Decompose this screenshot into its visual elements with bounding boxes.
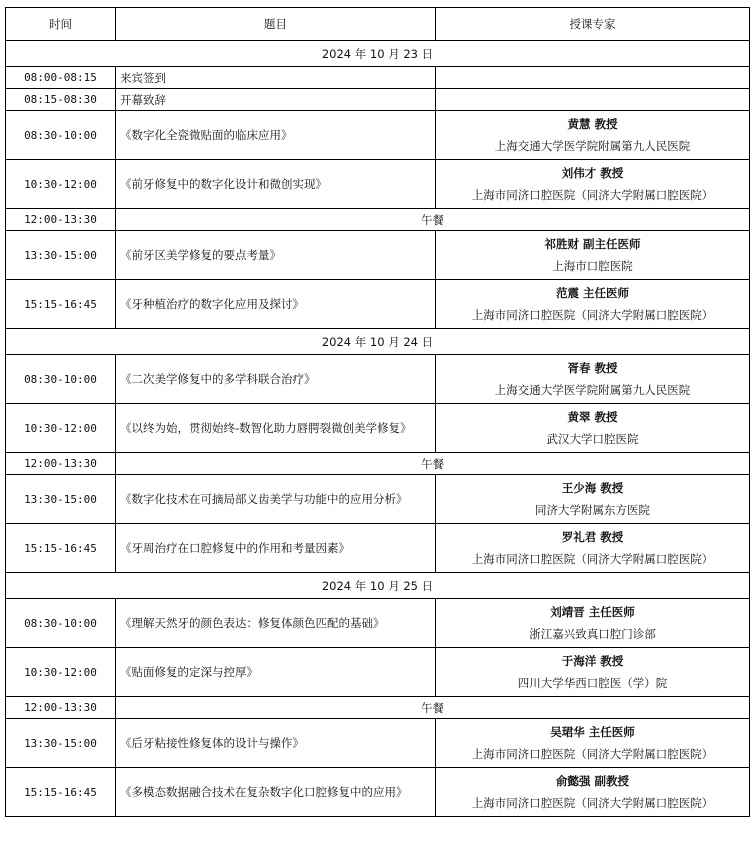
schedule-row <box>6 524 750 573</box>
expert-cell <box>436 89 750 111</box>
date-cell: 2024 年 10 月 24 日 <box>6 329 750 355</box>
lunch-cell: 午餐 <box>116 209 750 231</box>
schedule-row <box>6 599 750 648</box>
expert-institution: 上海市同济口腔医院（同济大学附属口腔医院） <box>471 308 714 322</box>
topic-cell: 《牙种植治疗的数字化应用及探讨》 <box>116 280 436 329</box>
time-cell: 15:15-16:45 <box>6 768 116 817</box>
schedule-row <box>6 719 750 768</box>
time-cell: 08:30-10:00 <box>6 111 116 160</box>
schedule-row <box>6 475 750 524</box>
schedule-row <box>6 89 750 111</box>
topic-cell: 开幕致辞 <box>116 89 436 111</box>
topic-cell: 来宾签到 <box>116 67 436 89</box>
expert-name: 王少海 教授 <box>561 481 624 495</box>
lunch-cell: 午餐 <box>116 453 750 475</box>
time-cell: 10:30-12:00 <box>6 648 116 697</box>
topic-cell: 《前牙区美学修复的要点考量》 <box>116 231 436 280</box>
schedule-row <box>6 404 750 453</box>
expert-cell <box>436 768 750 817</box>
header-row <box>6 8 750 41</box>
expert-name: 罗礼君 教授 <box>561 530 624 544</box>
schedule-row <box>6 355 750 404</box>
time-cell: 08:00-08:15 <box>6 67 116 89</box>
lunch-row <box>6 697 750 719</box>
topic-cell: 《牙周治疗在口腔修复中的作用和考量因素》 <box>116 524 436 573</box>
expert-cell <box>436 599 750 648</box>
expert-cell <box>436 524 750 573</box>
expert-name: 黄慧 教授 <box>567 117 618 131</box>
time-cell: 08:30-10:00 <box>6 599 116 648</box>
expert-institution: 四川大学华西口腔医（学）院 <box>517 676 668 690</box>
expert-name: 祁胜财 副主任医师 <box>544 237 641 251</box>
expert-cell <box>436 355 750 404</box>
schedule-row <box>6 111 750 160</box>
time-cell: 10:30-12:00 <box>6 160 116 209</box>
expert-institution: 武汉大学口腔医院 <box>546 432 639 446</box>
schedule-table <box>5 7 750 817</box>
schedule-row <box>6 768 750 817</box>
lunch-cell: 午餐 <box>116 697 750 719</box>
date-cell: 2024 年 10 月 23 日 <box>6 41 750 67</box>
date-cell: 2024 年 10 月 25 日 <box>6 573 750 599</box>
expert-institution: 同济大学附属东方医院 <box>535 503 650 517</box>
lunch-row <box>6 209 750 231</box>
time-cell: 15:15-16:45 <box>6 280 116 329</box>
time-cell: 12:00-13:30 <box>6 209 116 231</box>
schedule-row <box>6 648 750 697</box>
time-cell: 08:15-08:30 <box>6 89 116 111</box>
expert-institution: 上海市同济口腔医院（同济大学附属口腔医院） <box>471 552 714 566</box>
expert-institution: 上海交通大学医学院附属第九人民医院 <box>494 139 691 153</box>
expert-name: 刘靖晋 主任医师 <box>550 605 635 619</box>
schedule-body <box>6 41 750 817</box>
expert-institution: 上海市同济口腔医院（同济大学附属口腔医院） <box>471 747 714 761</box>
expert-cell <box>436 67 750 89</box>
topic-cell: 《以终为始，贯彻始终-数智化助力唇腭裂微创美学修复》 <box>116 404 436 453</box>
expert-institution: 上海市口腔医院 <box>552 259 633 273</box>
time-cell: 12:00-13:30 <box>6 453 116 475</box>
topic-cell: 《前牙修复中的数字化设计和微创实现》 <box>116 160 436 209</box>
schedule-row <box>6 160 750 209</box>
expert-cell <box>436 160 750 209</box>
expert-name: 黄翠 教授 <box>567 410 618 424</box>
expert-cell <box>436 111 750 160</box>
expert-institution: 上海交通大学医学院附属第九人民医院 <box>494 383 691 397</box>
topic-cell: 《理解天然牙的颜色表达：修复体颜色匹配的基础》 <box>116 599 436 648</box>
expert-institution: 上海市同济口腔医院（同济大学附属口腔医院） <box>471 796 714 810</box>
expert-name: 胥春 教授 <box>567 361 618 375</box>
expert-institution: 浙江嘉兴致真口腔门诊部 <box>529 627 656 641</box>
expert-name: 吴珺华 主任医师 <box>550 725 635 739</box>
header-time: 时间 <box>6 8 116 41</box>
date-row <box>6 573 750 599</box>
topic-cell: 《多模态数据融合技术在复杂数字化口腔修复中的应用》 <box>116 768 436 817</box>
time-cell: 13:30-15:00 <box>6 475 116 524</box>
expert-name: 于海洋 教授 <box>561 654 624 668</box>
expert-name: 范震 主任医师 <box>555 286 629 300</box>
time-cell: 13:30-15:00 <box>6 719 116 768</box>
topic-cell: 《二次美学修复中的多学科联合治疗》 <box>116 355 436 404</box>
topic-cell: 《贴面修复的定深与控厚》 <box>116 648 436 697</box>
date-row <box>6 41 750 67</box>
time-cell: 15:15-16:45 <box>6 524 116 573</box>
header-expert: 授课专家 <box>436 8 750 41</box>
expert-institution: 上海市同济口腔医院（同济大学附属口腔医院） <box>471 188 714 202</box>
time-cell: 10:30-12:00 <box>6 404 116 453</box>
time-cell: 08:30-10:00 <box>6 355 116 404</box>
expert-cell <box>436 475 750 524</box>
topic-cell: 《后牙粘接性修复体的设计与操作》 <box>116 719 436 768</box>
expert-name: 刘伟才 教授 <box>561 166 624 180</box>
expert-cell <box>436 648 750 697</box>
schedule-row <box>6 280 750 329</box>
topic-cell: 《数字化技术在可摘局部义齿美学与功能中的应用分析》 <box>116 475 436 524</box>
expert-cell <box>436 719 750 768</box>
date-row <box>6 329 750 355</box>
time-cell: 13:30-15:00 <box>6 231 116 280</box>
lunch-row <box>6 453 750 475</box>
expert-cell <box>436 404 750 453</box>
time-cell: 12:00-13:30 <box>6 697 116 719</box>
expert-cell <box>436 280 750 329</box>
expert-cell <box>436 231 750 280</box>
schedule-row <box>6 231 750 280</box>
schedule-row <box>6 67 750 89</box>
topic-cell: 《数字化全瓷微贴面的临床应用》 <box>116 111 436 160</box>
expert-name: 俞懿强 副教授 <box>555 774 629 788</box>
header-topic: 题目 <box>116 8 436 41</box>
